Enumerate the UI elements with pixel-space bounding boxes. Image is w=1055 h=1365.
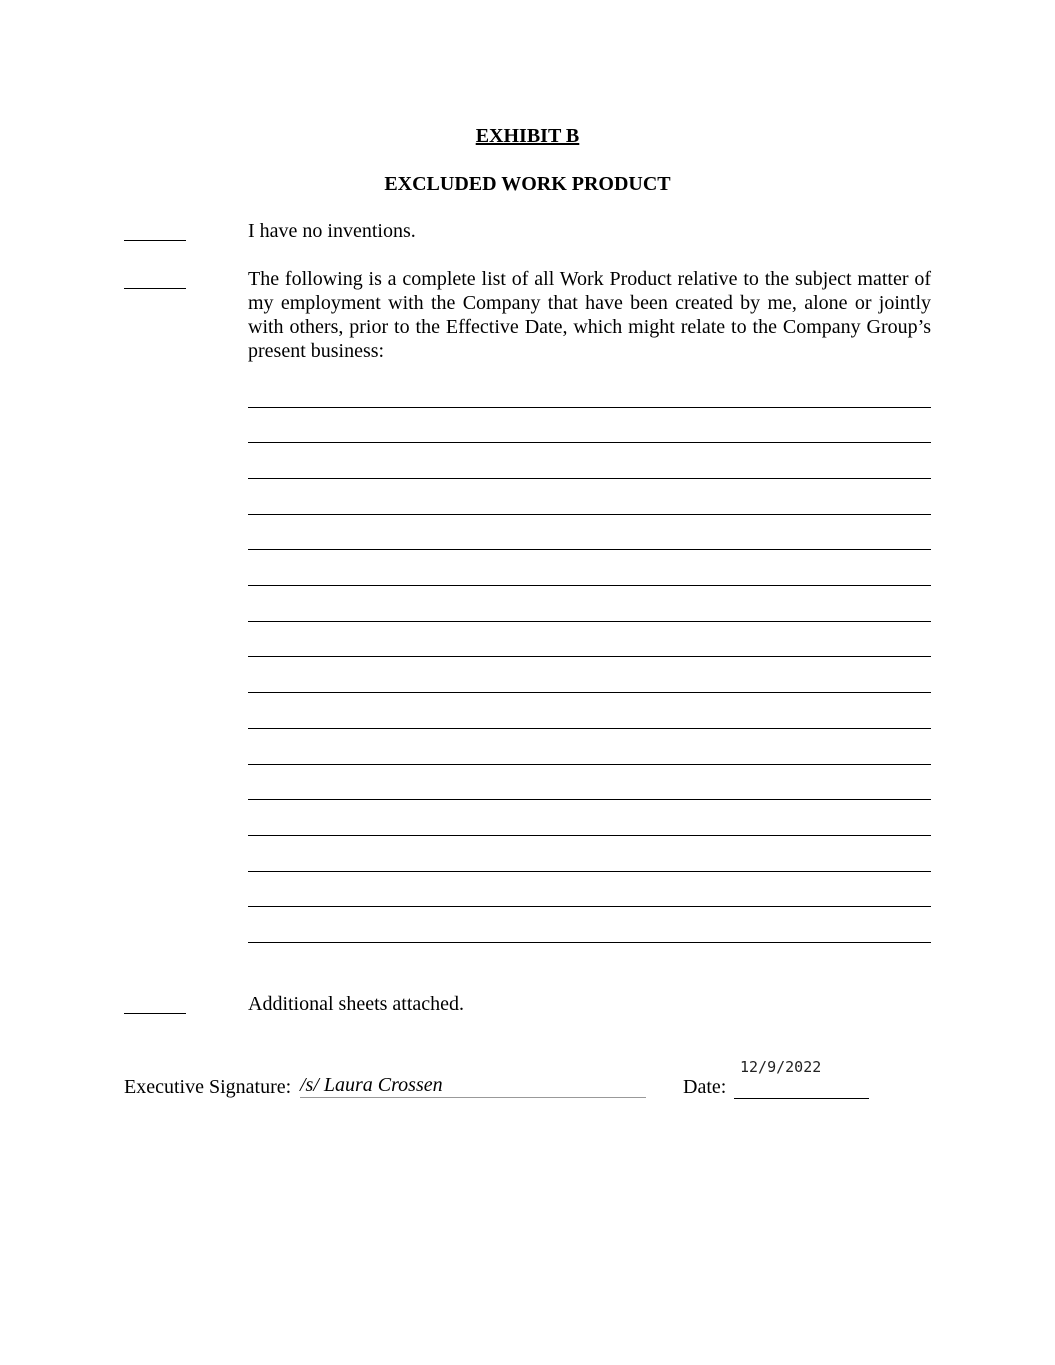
blank-line[interactable] (248, 799, 931, 800)
signature-label: Executive Signature: (124, 1076, 292, 1098)
blank-line[interactable] (248, 835, 931, 836)
blank-line[interactable] (248, 906, 931, 907)
checkbox-blank-additional-sheets[interactable] (124, 1013, 186, 1014)
blank-line[interactable] (248, 478, 931, 479)
blank-line[interactable] (248, 656, 931, 657)
blank-line[interactable] (248, 585, 931, 586)
blank-line[interactable] (248, 407, 931, 408)
blank-line[interactable] (248, 549, 931, 550)
blank-line[interactable] (248, 514, 931, 515)
date-label: Date: (683, 1076, 727, 1098)
date-field[interactable]: 12/9/2022 (740, 1058, 822, 1076)
blank-line[interactable] (248, 442, 931, 443)
option-work-product-list: The following is a complete list of all Work Product relative to the subject matter of my employment with the Company that have been created by me, alone or jointly with others, prior to the Effective Date, which might relate to the Company Group’s present business: (248, 268, 931, 362)
date-field-line[interactable] (734, 1098, 869, 1099)
blank-line[interactable] (248, 692, 931, 693)
blank-line[interactable] (248, 871, 931, 872)
option-additional-sheets: Additional sheets attached. (248, 993, 465, 1015)
exhibit-title: EXHIBIT B (475, 125, 580, 147)
signature-field[interactable]: /s/ Laura Crossen (300, 1074, 646, 1098)
blank-line[interactable] (248, 728, 931, 729)
section-title: EXCLUDED WORK PRODUCT (384, 173, 671, 195)
blank-line[interactable] (248, 621, 931, 622)
blank-line[interactable] (248, 942, 931, 943)
checkbox-blank-no-inventions[interactable] (124, 240, 186, 241)
blank-line[interactable] (248, 764, 931, 765)
option-no-inventions: I have no inventions. (248, 220, 416, 242)
checkbox-blank-work-product-list[interactable] (124, 288, 186, 289)
